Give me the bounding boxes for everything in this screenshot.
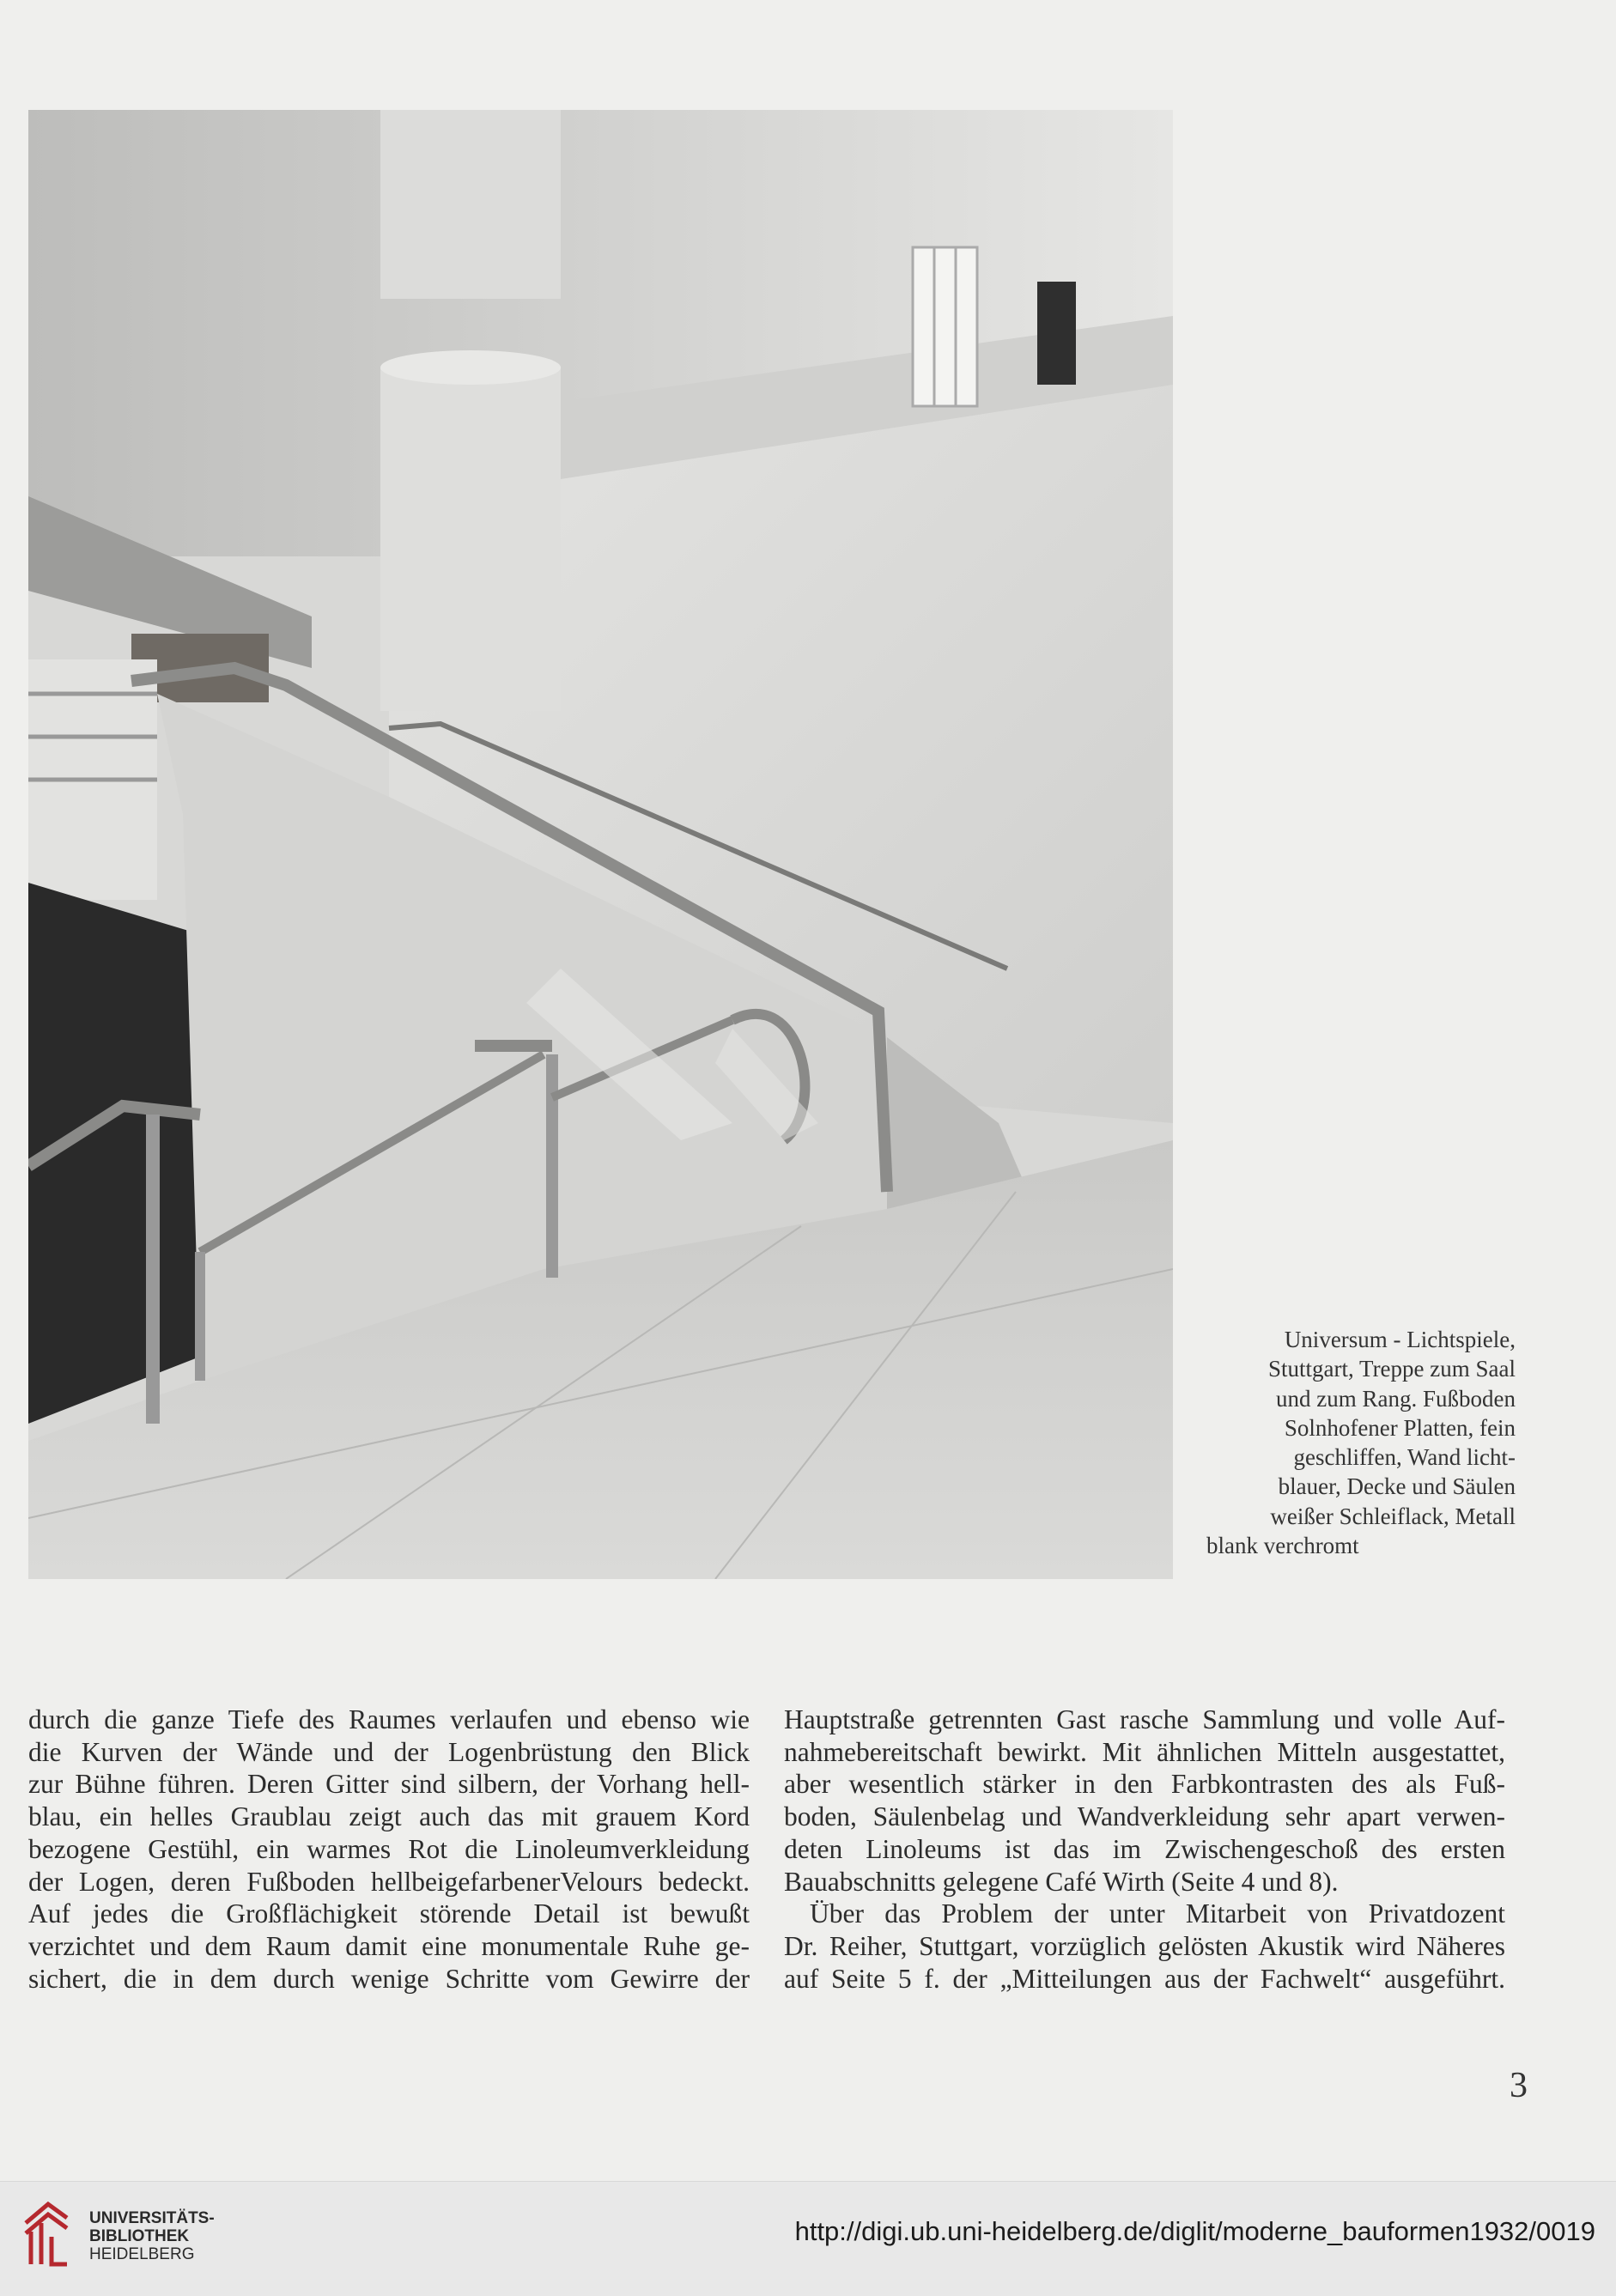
caption-line: weißer Schleiflack, Metall [1270,1503,1516,1529]
caption-line: Solnhofener Platten, fein [1284,1414,1516,1441]
library-logo-icon [19,2197,74,2271]
text-line: Bauabschnitts gelegene Café Wirth (Seite 4 und 8). [784,1866,1339,1897]
caption-line: blank verchromt [1206,1533,1359,1559]
text-line: verzichtet und dem Raum damit eine monumentale Ruhe ge- [28,1930,750,1961]
staircase-photo-illustration [28,110,1173,1579]
text-line: Hauptstraße getrennten Gast rasche Sammlung und volle Auf- [784,1704,1505,1734]
body-text-right-column [784,1704,1505,1995]
library-name-line: UNIVERSITÄTS- [89,2209,215,2227]
text-line: nahmebereitschaft bewirkt. Mit ähnlichen Mitteln ausgestattet, [784,1736,1505,1767]
text-line: Über das Problem der unter Mitarbeit von Privatdozent [810,1898,1505,1929]
body-text-left-column [28,1704,750,1995]
source-url-link[interactable]: http://digi.ub.uni-heidelberg.de/diglit/moderne_bauformen1932/0019 [794,2216,1595,2246]
library-name-line: BIBLIOTHEK [89,2227,190,2245]
library-name-line: HEIDELBERG [89,2245,195,2263]
page-number: 3 [1510,2066,1528,2105]
caption-line: Universum - Lichtspiele, [1284,1327,1516,1352]
caption-line: und zum Rang. Fußboden [1276,1385,1516,1412]
text-line: Dr. Reiher, Stuttgart, vorzüglich gelösten Akustik wird Näheres [784,1930,1505,1961]
text-line: blau, ein helles Graublau zeigt auch das mit grauem Kord [28,1801,750,1832]
photo-caption [1206,1325,1516,1560]
text-line: durch die ganze Tiefe des Raumes verlaufen und ebenso wie [28,1704,750,1734]
text-line: aber wesentlich stärker in den Farbkontrasten des als Fuß- [784,1769,1505,1800]
text-line: zur Bühne führen. Deren Gitter sind silbern, der Vorhang hell- [28,1769,750,1800]
library-name [89,2209,215,2263]
library-footer [0,2181,1616,2296]
staircase-photo [28,110,1173,1579]
text-line: sichert, die in dem durch wenige Schritte vom Gewirre der [28,1963,750,1994]
text-line: der Logen, deren Fußboden hellbeigefarbenerVelours bedeckt. [28,1866,750,1897]
text-line: bezogene Gestühl, ein warmes Rot die Linoleumverkleidung [28,1833,750,1864]
text-line: deten Linoleums ist das im Zwischengeschoß des ersten [784,1833,1505,1864]
text-line: die Kurven der Wände und der Logenbrüstung den Blick [28,1736,750,1767]
caption-line: geschliffen, Wand licht- [1293,1444,1516,1471]
text-line: Auf jedes die Großflächigkeit störende Detail ist bewußt [28,1898,750,1929]
caption-line: Stuttgart, Treppe zum Saal [1268,1356,1516,1382]
text-line: auf Seite 5 f. der „Mitteilungen aus der Fachwelt“ ausgeführt. [784,1963,1505,1994]
text-line: boden, Säulenbelag und Wandverkleidung sehr apart verwen- [784,1801,1505,1832]
caption-line: blauer, Decke und Säulen [1278,1473,1516,1500]
